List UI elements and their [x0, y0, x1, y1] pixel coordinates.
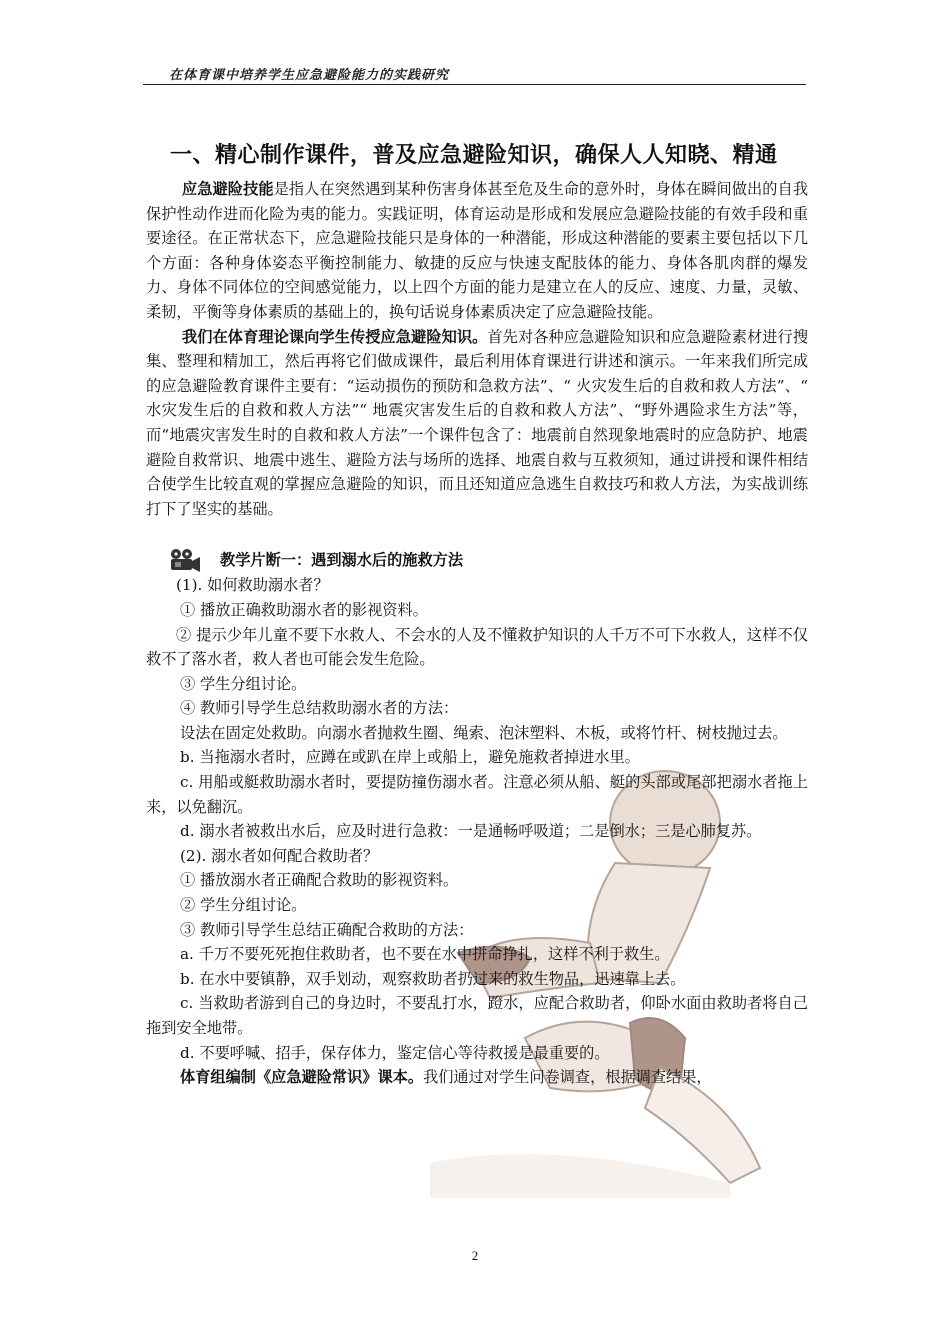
question-2: (2). 溺水者如何配合救助者？ [180, 846, 379, 865]
cooperate-c: c. 当救助者游到自己的身边时，不要乱打水，蹬水，应配合救助者，仰卧水面由救助者将自己拖到安全地带。 [146, 994, 808, 1037]
paragraph-textbook-text: 我们通过对学生问卷调查，根据调查结果， [423, 1068, 712, 1087]
page-number: 2 [471, 1248, 479, 1263]
step-1-2: ② 提示少年儿童不要下水救人、不会水的人及不懂救护知识的人千万不可下水救人，这样不仅救不了落水者，救人者也可能会发生危险。 [146, 625, 808, 669]
paragraph-skills-lead: 应急避险技能 [182, 180, 274, 198]
cooperate-b: b. 在水中要镇静，双手划动，观察救助者扔过来的救生物品，迅速靠上去。 [180, 969, 686, 988]
paragraph-courseware [146, 325, 808, 522]
running-header [143, 62, 806, 85]
section-title: 一、精心制作课件，普及应急避险知识，确保人人知晓、精通 [170, 143, 778, 168]
document-body [146, 177, 808, 1090]
method-a: 设法在固定处救助。向溺水者抛救生圈、绳索、泡沫塑料、木板，或将竹杆、树枝抛过去。 [180, 723, 788, 742]
paragraph-textbook [146, 1065, 808, 1090]
teaching-clip-heading [146, 547, 808, 573]
step-2-1: ① 播放溺水者正确配合救助的影视资料。 [180, 871, 459, 890]
cooperate-d: d. 不要呼喊、招手，保存体力，鉴定信心等待救援是最重要的。 [180, 1043, 610, 1062]
step-2-2: ② 学生分组讨论。 [180, 896, 307, 915]
film-camera-icon [168, 548, 202, 572]
header-title: 在体育课中培养学生应急避险能力的实践研究 [169, 68, 450, 83]
cooperate-a: a. 千万不要死死抱住救助者，也不要在水中拼命挣扎，这样不利于救生。 [180, 945, 670, 964]
paragraph-textbook-lead: 体育组编制《应急避险常识》课本。 [180, 1068, 423, 1087]
paragraph-courseware-text: 首先对各种应急避险知识和应急避险素材进行搜集、整理和精加工，然后再将它们做成课件，最后利用体育课进行讲述和演示。一年来我们所完成的应急避险教育课件主要有：“运动损伤的预防和急救方法”、“ 火灾发生后的自救和救人方法”、“ 水灾发生后的自救和救人方法”“ 地震灾害发生后的自救和救人方法”、“野外遇险求生方法”等，而“地震灾害发生时的自救和救人方法”一个课件包含了：地震前自然现象地震时的应急防护、地震避险自救常识、地震中逃生、避险方法与场所的选择、地震自救与互救须知，通过讲授和课件相结合使学生比较直观的掌握应急避险的知识，而且还知道应急逃生自救技巧和救人方法，为实战训练打下了坚实的基础。 [146, 327, 809, 518]
step-1-4: ④ 教师引导学生总结救助溺水者的方法： [180, 699, 459, 718]
method-d: d. 溺水者被救出水后，应及时进行急救：一是通畅呼吸道；二是倒水；三是心肺复苏。 [180, 822, 762, 841]
step-2-3: ③ 教师引导学生总结正确配合救助的方法： [180, 920, 474, 939]
rescue-steps [146, 573, 808, 1089]
paragraph-skills-text: 是指人在突然遇到某种伤害身体甚至危及生命的意外时，身体在瞬间做出的自我保护性动作进而化险为夷的能力。实践证明，体育运动是形成和发展应急避险技能的有效手段和重要途径。在正常状态下，应急避险技能只是身体的一种潜能，形成这种潜能的要素主要包括以下几个方面：各种身体姿态平衡控制能力、敏捷的反应与快速支配肢体的能力、身体各肌肉群的爆发力、身体不同体位的空间感觉能力，以上四个方面的能力是建立在人的反应、速度、力量，灵敏、柔韧，平衡等身体素质的基础上的，换句话说身体素质决定了应急避险技能。 [146, 180, 809, 321]
method-b: b. 当拖溺水者时，应蹲在或趴在岸上或船上，避免施救者掉进水里。 [180, 748, 640, 767]
step-1-1: ① 播放正确救助溺水者的影视资料。 [180, 600, 428, 619]
paragraph-skills [146, 177, 808, 325]
method-c: c. 用船或艇救助溺水者时，要提防撞伤溺水者。注意必须从船、艇的头部或尾部把溺水者拖上来，以免翻沉。 [146, 773, 808, 816]
teaching-clip-title: 教学片断一：遇到溺水后的施救方法 [220, 551, 463, 570]
step-1-3: ③ 学生分组讨论。 [180, 674, 307, 693]
paragraph-courseware-lead: 我们在体育理论课向学生传授应急避险知识。 [182, 327, 488, 346]
question-1: (1). 如何救助溺水者？ [176, 576, 329, 595]
